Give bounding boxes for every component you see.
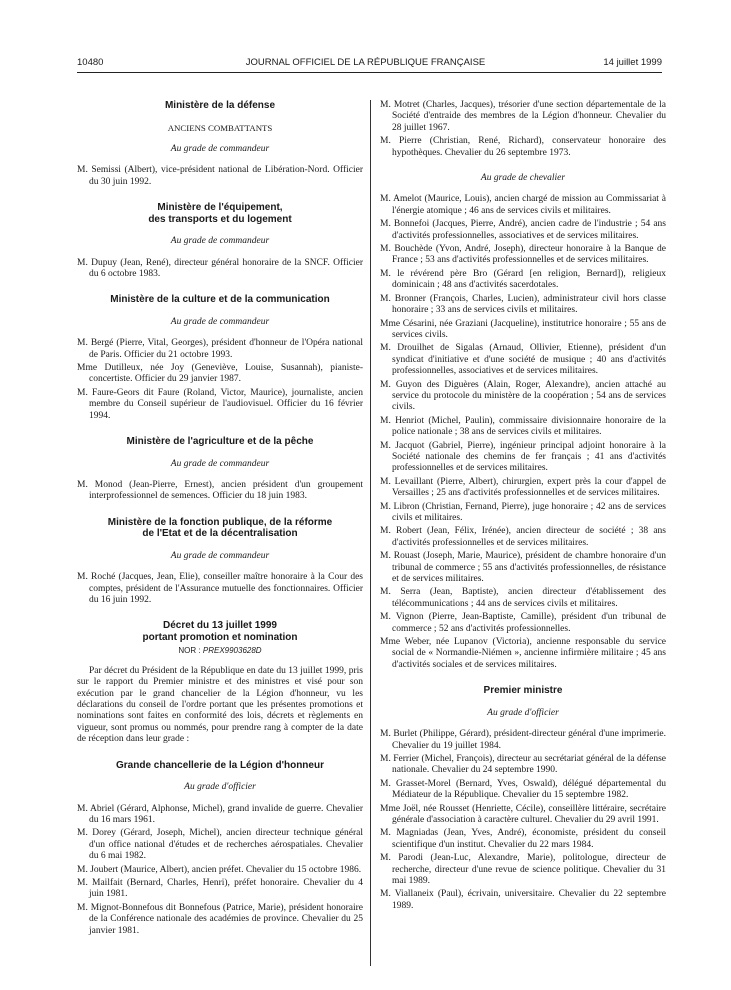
nominee-entry: M. Mailfait (Bernard, Charles, Henri), préfet honoraire. Chevalier du 4 juin 1981.	[77, 878, 363, 900]
ministry-defense-title: Ministère de la défense	[164, 100, 276, 111]
nominee-entry: M. Magniadas (Jean, Yves, André), économiste, président du conseil scientifique d'un institut. Chevalier du 22 mars 1984.	[380, 828, 666, 850]
nominee-entry: Mme Dutilleux, née Joy (Geneviève, Louise, Susannah), pianiste-concertiste. Officier du 29 janvier 1987.	[77, 363, 363, 385]
grade-heading: Au grade de commandeur	[170, 550, 270, 561]
grade-heading: Au grade d'officier	[184, 782, 256, 793]
nominee-entry: M. Burlet (Philippe, Gérard), président-directeur général d'une imprimerie. Chevalier du 19 juillet 1984.	[380, 729, 666, 751]
ministry-title-line: des transports et du logement	[148, 213, 292, 225]
right-column	[380, 100, 666, 914]
nominee-entry: M. Semissi (Albert), vice-président national de Libération-Nord. Officier du 30 juin 1992.	[77, 165, 363, 187]
ministry-fonction-publique-title	[77, 517, 363, 540]
nominee-entry: M. Faure-Geors dit Faure (Roland, Victor, Maurice), journaliste, ancien membre du Conseil supérieur de l'audiovisuel. Officier du 16 février 1994.	[77, 387, 363, 421]
ministry-defense-subtitle: ANCIENS COMBATTANTS	[167, 122, 273, 133]
decree-nor	[77, 645, 363, 656]
ministry-title-line: de l'Etat et de la décentralisation	[142, 528, 298, 540]
nominee-entry: M. Guyon des Diguères (Alain, Roger, Alexandre), ancien attaché au service du protocole du ministère de la coopération ; 54 ans de services civils.	[380, 379, 666, 413]
nominee-entry: M. Bergé (Pierre, Vital, Georges), président d'honneur de l'Opéra national de Paris. Officier du 21 octobre 1993.	[77, 338, 363, 360]
nominee-entry: Mme Césarini, née Graziani (Jacqueline), institutrice honoraire ; 55 ans de services civils.	[380, 318, 666, 340]
grade-heading: Au grade de commandeur	[170, 143, 270, 154]
nominee-entry: M. le révérend père Bro (Gérard [en religion, Bernard]), religieux dominicain ; 48 ans d'activités sacerdotales.	[380, 268, 666, 291]
nominee-entry: M. Viallaneix (Paul), écrivain, universitaire. Chevalier du 22 septembre 1989.	[380, 889, 666, 911]
nominee-entry: M. Dupuy (Jean, René), directeur général honoraire de la SNCF. Officier du 6 octobre 1983.	[77, 257, 363, 279]
nominee-entry: M. Bouchède (Yvon, André, Joseph), directeur honoraire à la Banque de France ; 53 ans d'activités professionnelles et de services militaires.	[380, 244, 666, 266]
premier-ministre-title: Premier ministre	[483, 685, 563, 697]
decree-paragraph: Par décret du Président de la République en date du 13 juillet 1999, pris sur le rapport du Premier ministre et des ministres et visé pour son exécution par le grand chancelier de la Légion d'honneur, vu les déclarations du conseil de l'ordre portant que les présentes promotions et nominations sont faites en conformité des lois, décrets et règlements en vigueur, sont promus ou nommés, pour prendre rang à compter de la date de réception dans leur grade :	[77, 665, 363, 745]
ministry-title-line: Ministère de l'équipement,	[157, 202, 283, 214]
nominee-entry: M. Bonnefoi (Jacques, Pierre, André), ancien cadre de l'industrie ; 54 ans d'activités professionnelles, associatives et de services militaires.	[380, 219, 666, 241]
nor-code: PREX9903628D	[202, 646, 262, 656]
ministry-equipement-title	[77, 202, 363, 225]
grade-heading: Au grade d'officier	[487, 707, 559, 718]
nominee-entry: M. Levaillant (Pierre, Albert), chirurgien, expert près la cour d'appel de Versailles ; 25 ans d'activités professionnelles et de services militaires.	[380, 476, 666, 499]
decree-title	[77, 620, 363, 643]
grade-heading: Au grade de commandeur	[170, 458, 270, 469]
grade-heading: Au grade de commandeur	[170, 236, 270, 247]
ministry-agriculture-title: Ministère de l'agriculture et de la pêche	[126, 436, 314, 448]
nominee-entry: M. Roché (Jacques, Jean, Elie), conseiller maître honoraire à la Cour des comptes, président de l'Assurance mutuelle des fonctionnaires. Officier du 16 juin 1992.	[77, 572, 363, 606]
nominee-entry: M. Serra (Jean, Baptiste), ancien directeur d'établissement des télécommunications ; 44 ans de services civils et militaires.	[380, 587, 666, 609]
nominee-entry: M. Amelot (Maurice, Louis), ancien chargé de mission au Commissariat à l'énergie atomique ; 46 ans de services civils et militaires.	[380, 194, 666, 216]
nominee-entry: M. Robert (Jean, Félix, Irénée), ancien directeur de société ; 38 ans d'activités professionnelles et de services militaires.	[380, 526, 666, 548]
grade-heading: Au grade de chevalier	[480, 173, 566, 184]
nominee-entry: M. Henriot (Michel, Paulin), commissaire divisionnaire honoraire de la police nationale ; 38 ans de services civils et militaires.	[380, 415, 666, 438]
left-column	[77, 100, 363, 939]
header-rule	[77, 72, 662, 73]
column-divider	[370, 100, 371, 966]
nominee-entry: M. Drouilhet de Sigalas (Arnaud, Ollivier, Etienne), président d'un syndicat d'initiative et d'une société de musique ; 40 ans d'activités professionnelles, associatives et de services militaires.	[380, 343, 666, 377]
nominee-entry: Mme Joël, née Rousset (Henriette, Cécile), conseillère littéraire, secrétaire générale d'association à caractère culturel. Chevalier du 29 avril 1991.	[380, 803, 666, 826]
nominee-entry: M. Abriel (Gérard, Alphonse, Michel), grand invalide de guerre. Chevalier du 16 mars 1961.	[77, 803, 363, 825]
ministry-title-line: Ministère de la fonction publique, de la réforme	[107, 516, 333, 528]
ministry-culture-title: Ministère de la culture et de la communication	[110, 294, 330, 306]
chancellerie-title: Grande chancellerie de la Légion d'honneur	[116, 759, 324, 771]
issue-date: 14 juillet 1999	[603, 57, 662, 68]
page-number: 10480	[77, 57, 104, 68]
nominee-entry: M. Parodi (Jean-Luc, Alexandre, Marie), politologue, directeur de recherche, directeur d'une revue de science politique. Chevalier du 31 mai 1989.	[380, 853, 666, 887]
nor-label: NOR :	[178, 646, 201, 656]
nominee-entry: M. Grasset-Morel (Bernard, Yves, Oswald), délégué départemental du Médiateur de la République. Chevalier du 15 septembre 1982.	[380, 778, 666, 801]
grade-heading: Au grade de commandeur	[170, 316, 270, 327]
nominee-entry: Mme Weber, née Lupanov (Victoria), ancienne responsable du service social de « Normandie-Niémen », ancienne infirmière militaire ; 45 ans d'activités sociales et de services militaires.	[380, 637, 666, 670]
nominee-entry: M. Motret (Charles, Jacques), trésorier d'une section départementale de la Société d'entraide des membres de la Légion d'honneur. Chevalier du 28 juillet 1967.	[380, 100, 666, 133]
nominee-entry: M. Mignot-Bonnefous dit Bonnefous (Patrice, Marie), président honoraire de la Conférence nationale des académies de province. Chevalier du 25 janvier 1981.	[77, 902, 363, 936]
decree-title-line: Décret du 13 juillet 1999	[163, 620, 277, 632]
nominee-entry: M. Vignon (Pierre, Jean-Baptiste, Camille), président d'un tribunal de commerce ; 52 ans d'activités professionnelles.	[380, 612, 666, 634]
nominee-entry: M. Monod (Jean-Pierre, Ernest), ancien président d'un groupement interprofessionnel de semences. Officier du 18 juin 1983.	[77, 480, 363, 502]
nominee-entry: M. Dorey (Gérard, Joseph, Michel), ancien directeur technique général d'un office national d'études et de recherches aérospatiales. Chevalier du 6 mai 1982.	[77, 828, 363, 862]
nominee-entry: M. Jacquot (Gabriel, Pierre), ingénieur principal adjoint honoraire à la Société nationale des chemins de fer français ; 41 ans d'activités professionnelles et de services militaires.	[380, 440, 666, 474]
nominee-entry: M. Pierre (Christian, René, Richard), conservateur honoraire des hypothèques. Chevalier du 26 septembre 1973.	[380, 136, 666, 158]
nominee-entry: M. Joubert (Maurice, Albert), ancien préfet. Chevalier du 15 octobre 1986.	[77, 864, 362, 875]
nominee-entry: M. Bronner (François, Charles, Lucien), administrateur civil hors classe honoraire ; 33 ans de services civils et militaires.	[380, 293, 666, 316]
journal-title: JOURNAL OFFICIEL DE LA RÉPUBLIQUE FRANÇAISE	[245, 57, 486, 68]
nominee-entry: M. Rouast (Joseph, Marie, Maurice), président de chambre honoraire d'un tribunal de commerce ; 55 ans d'activités professionnelles, de résistance et de services militaires.	[380, 551, 666, 585]
nominee-entry: M. Ferrier (Michel, François), directeur au secrétariat général de la défense nationale. Chevalier du 24 septembre 1990.	[380, 754, 666, 776]
decree-title-line: portant promotion et nomination	[142, 631, 298, 643]
nominee-entry: M. Libron (Christian, Fernand, Pierre), juge honoraire ; 42 ans de services civils et militaires.	[380, 501, 666, 523]
